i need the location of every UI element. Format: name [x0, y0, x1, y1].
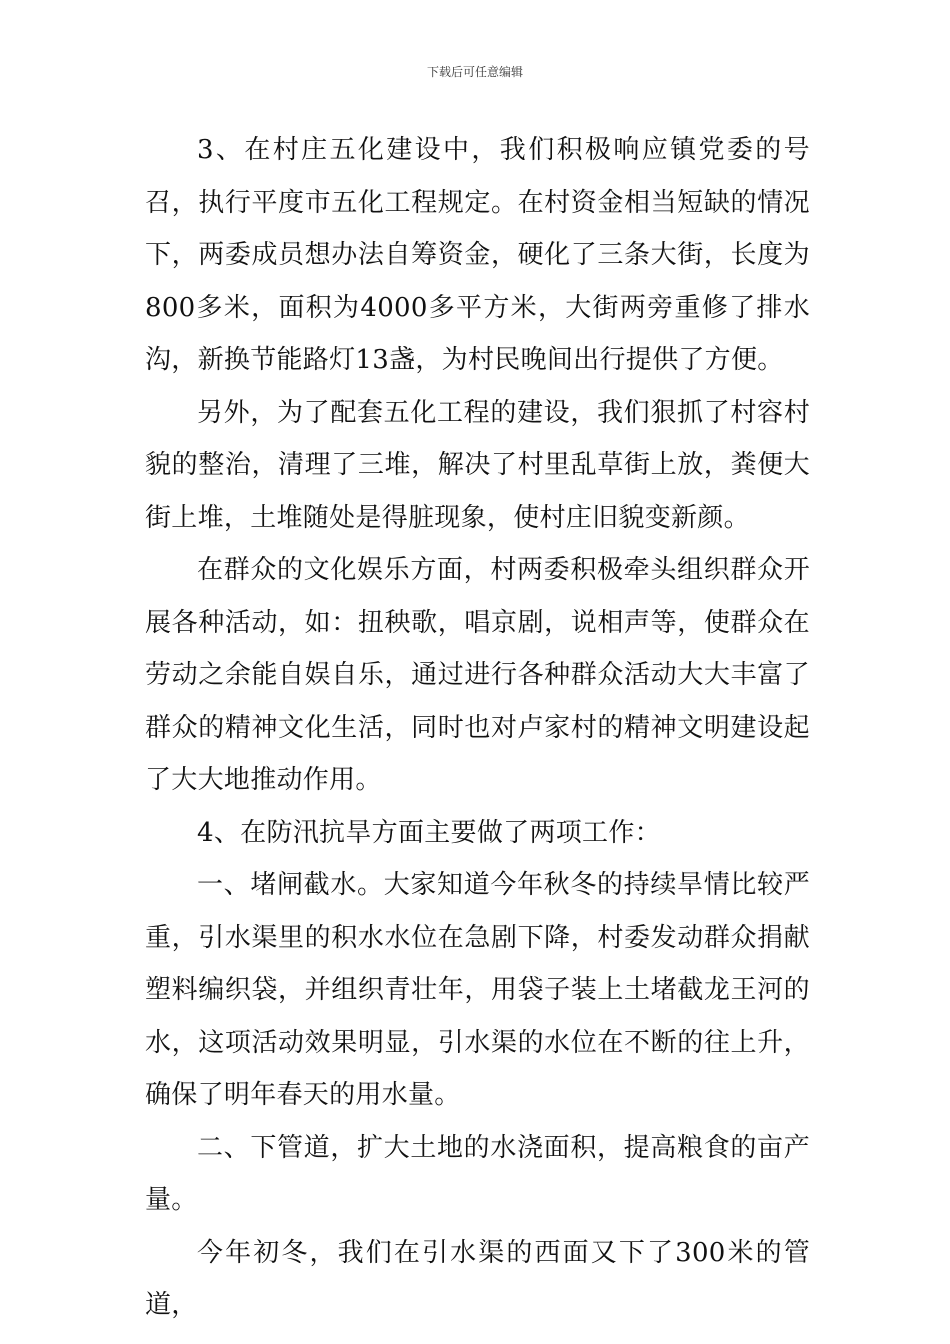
paragraph-pipeline-heading: 二、下管道，扩大土地的水浇面积，提高粮食的亩产量。 — [145, 1132, 810, 1215]
paragraph-pipeline-details: 今年初冬，我们在引水渠的西面又下了300米的管道， — [145, 1237, 810, 1320]
paragraph-village-appearance: 另外，为了配套五化工程的建设，我们狠抓了村容村貌的整治，清理了三堆，解决了村里乱草街上放，粪便大街上堆，土堆随处是得脏现象，使村庄旧貌变新颜。 — [145, 397, 810, 533]
document-body — [145, 124, 810, 1332]
paragraph-water-blocking: 一、堵闸截水。大家知道今年秋冬的持续旱情比较严重，引水渠里的积水水位在急剧下降，村委发动群众捐献塑料编织袋，并组织青壮年，用袋子装上土堵截龙王河的水，这项活动效果明显，引水渠的水位在不断的往上升，确保了明年春天的用水量。 — [145, 870, 810, 1110]
page-header: 下载后可任意编辑 — [426, 65, 523, 79]
paragraph-flood-drought-heading: 4、在防汛抗旱方面主要做了两项工作： — [197, 817, 661, 848]
paragraph-cultural-activities: 在群众的文化娱乐方面，村两委积极牵头组织群众开展各种活动，如：扭秧歌，唱京剧，说相声等，使群众在劳动之余能自娱自乐，通过进行各种群众活动大大丰富了群众的精神文化生活，同时也对卢家村的精神文明建设起了大大地推动作用。 — [145, 555, 810, 795]
paragraph-village-construction: 3、在村庄五化建设中，我们积极响应镇党委的号召，执行平度市五化工程规定。在村资金相当短缺的情况下，两委成员想办法自筹资金，硬化了三条大街，长度为800多米，面积为4000多平方米，大街两旁重修了排水沟，新换节能路灯13盏，为村民晚间出行提供了方便。 — [145, 135, 810, 375]
